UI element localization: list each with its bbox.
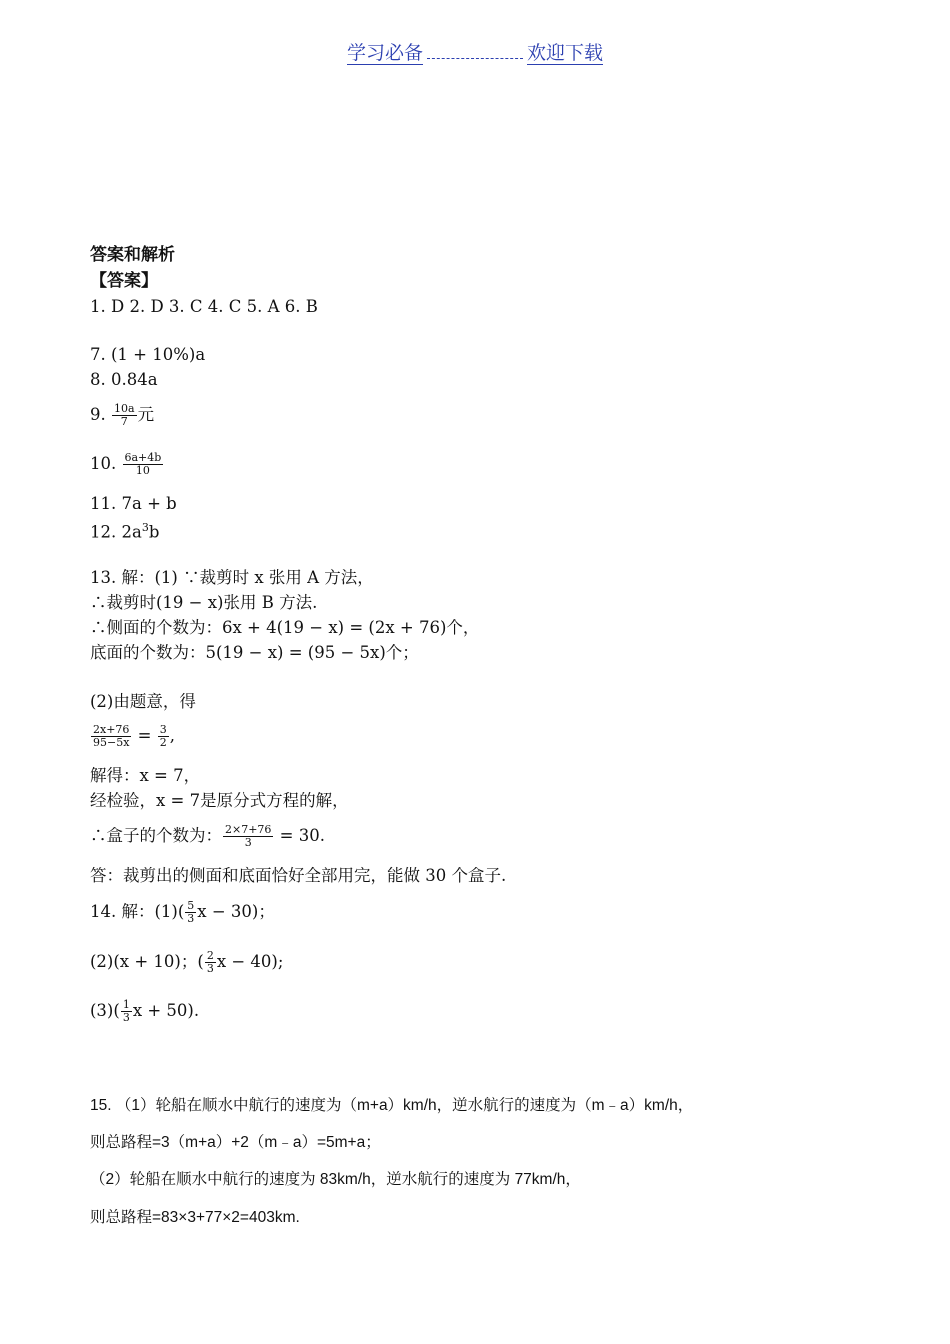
- q14-2-post: x − 40);: [216, 952, 284, 971]
- fraction-numerator: 1: [122, 998, 130, 1011]
- q13-line-8: 经检验，x = 7是原分式方程的解，: [90, 791, 349, 810]
- answer-tag: 【答案】: [90, 271, 158, 291]
- fraction-denominator: 3: [244, 836, 252, 849]
- fraction-denominator: 2: [159, 736, 167, 749]
- answer-11: 11. 7a + b: [90, 494, 177, 513]
- q13-line-4: 底面的个数为：5(19 − x) = (95 − 5x)个；: [90, 643, 419, 662]
- fraction-denominator: 10: [135, 464, 150, 477]
- answer-12-base: 12. 2a: [90, 522, 142, 542]
- q15-line-4: 则总路程=83×3+77×2=403km.: [90, 1209, 300, 1226]
- answer-12-tail: b: [148, 522, 160, 542]
- equation-right-fraction: [158, 724, 169, 749]
- q14-2-pre: (2)(x + 10)；(: [90, 952, 204, 971]
- answer-12-exponent: 3: [141, 521, 149, 534]
- header-divider: [427, 58, 523, 59]
- q13-line-3: ∴侧面的个数为：6x + 4(19 − x) = (2x + 76)个，: [90, 618, 480, 637]
- fraction-numerator: 2x+76: [93, 723, 130, 736]
- answers-1-6: 1. D 2. D 3. C 4. C 5. A 6. B: [90, 297, 318, 316]
- equation-end: ,: [169, 726, 175, 745]
- q14-3-fraction: [121, 999, 132, 1024]
- boxes-count-fraction: [223, 824, 273, 849]
- fraction-denominator: 3: [206, 962, 214, 975]
- fraction-numerator: 5: [187, 899, 195, 912]
- q14-2-fraction: [205, 950, 216, 975]
- answer-8: 8. 0.84a: [90, 370, 158, 389]
- page-header: [0, 42, 950, 65]
- q14-line-2: [90, 950, 283, 975]
- answer-9-unit: 元: [137, 405, 155, 424]
- answer-9-num: 9.: [90, 405, 106, 424]
- q14-line-3: [90, 999, 199, 1024]
- fraction-denominator: 3: [122, 1011, 130, 1024]
- answer-9: [90, 403, 154, 428]
- q13-line-5: (2)由题意，得: [90, 692, 196, 711]
- q13-line-2: ∴裁剪时(19 − x)张用 B 方法.: [90, 593, 318, 612]
- equation-left-fraction: [91, 724, 131, 749]
- fraction-denominator: 95−5x: [93, 736, 130, 749]
- q15-line-2: 则总路程=3（m+a）+2（m﹣a）=5m+a；: [90, 1134, 381, 1151]
- q13-answer: 答：裁剪出的侧面和底面恰好全部用完，能做 30 个盒子.: [90, 866, 507, 885]
- q13-line-7: 解得：x = 7，: [90, 766, 201, 785]
- fraction-numerator: 6a+4b: [124, 451, 162, 464]
- fraction-denominator: 7: [120, 415, 128, 428]
- answer-10-fraction: [123, 452, 164, 477]
- q13-line-1: 13. 解：(1) ∵裁剪时 x 张用 A 方法，: [90, 568, 374, 587]
- header-left-text: 学习必备: [346, 42, 423, 64]
- answer-9-fraction: [112, 403, 137, 428]
- boxes-count-result: = 30.: [274, 826, 325, 845]
- q14-1-fraction: [185, 900, 196, 925]
- equals-sign: =: [132, 726, 157, 745]
- q14-1-post: x − 30)；: [197, 902, 275, 921]
- q13-equation: [90, 724, 175, 749]
- answer-10-num: 10.: [90, 454, 117, 473]
- q14-1-pre: 14. 解：(1)(: [90, 902, 185, 921]
- answer-7: 7. (1 + 10%)a: [90, 345, 206, 364]
- q15-line-1: 15. （1）轮船在顺水中航行的速度为（m+a）km/h，逆水航行的速度为（m﹣a）km/h，: [90, 1097, 694, 1114]
- q14-line-1: [90, 900, 275, 925]
- fraction-numerator: 2×7+76: [225, 823, 272, 836]
- fraction-denominator: 3: [187, 912, 195, 925]
- section-title: 答案和解析: [90, 245, 175, 265]
- fraction-numerator: 2: [206, 949, 214, 962]
- fraction-numerator: 10a: [114, 402, 135, 415]
- header-right-text: 欢迎下载: [527, 42, 604, 64]
- q13-line-9: [90, 824, 325, 849]
- fraction-numerator: 3: [159, 723, 167, 736]
- q14-3-pre: (3)(: [90, 1001, 120, 1020]
- answer-10: [90, 452, 164, 477]
- answer-12: [90, 518, 159, 543]
- boxes-count-label: ∴盒子的个数为：: [90, 826, 222, 845]
- q14-3-post: x + 50).: [132, 1001, 200, 1020]
- q15-line-3: （2）轮船在顺水中航行的速度为 83km/h，逆水航行的速度为 77km/h，: [90, 1171, 581, 1188]
